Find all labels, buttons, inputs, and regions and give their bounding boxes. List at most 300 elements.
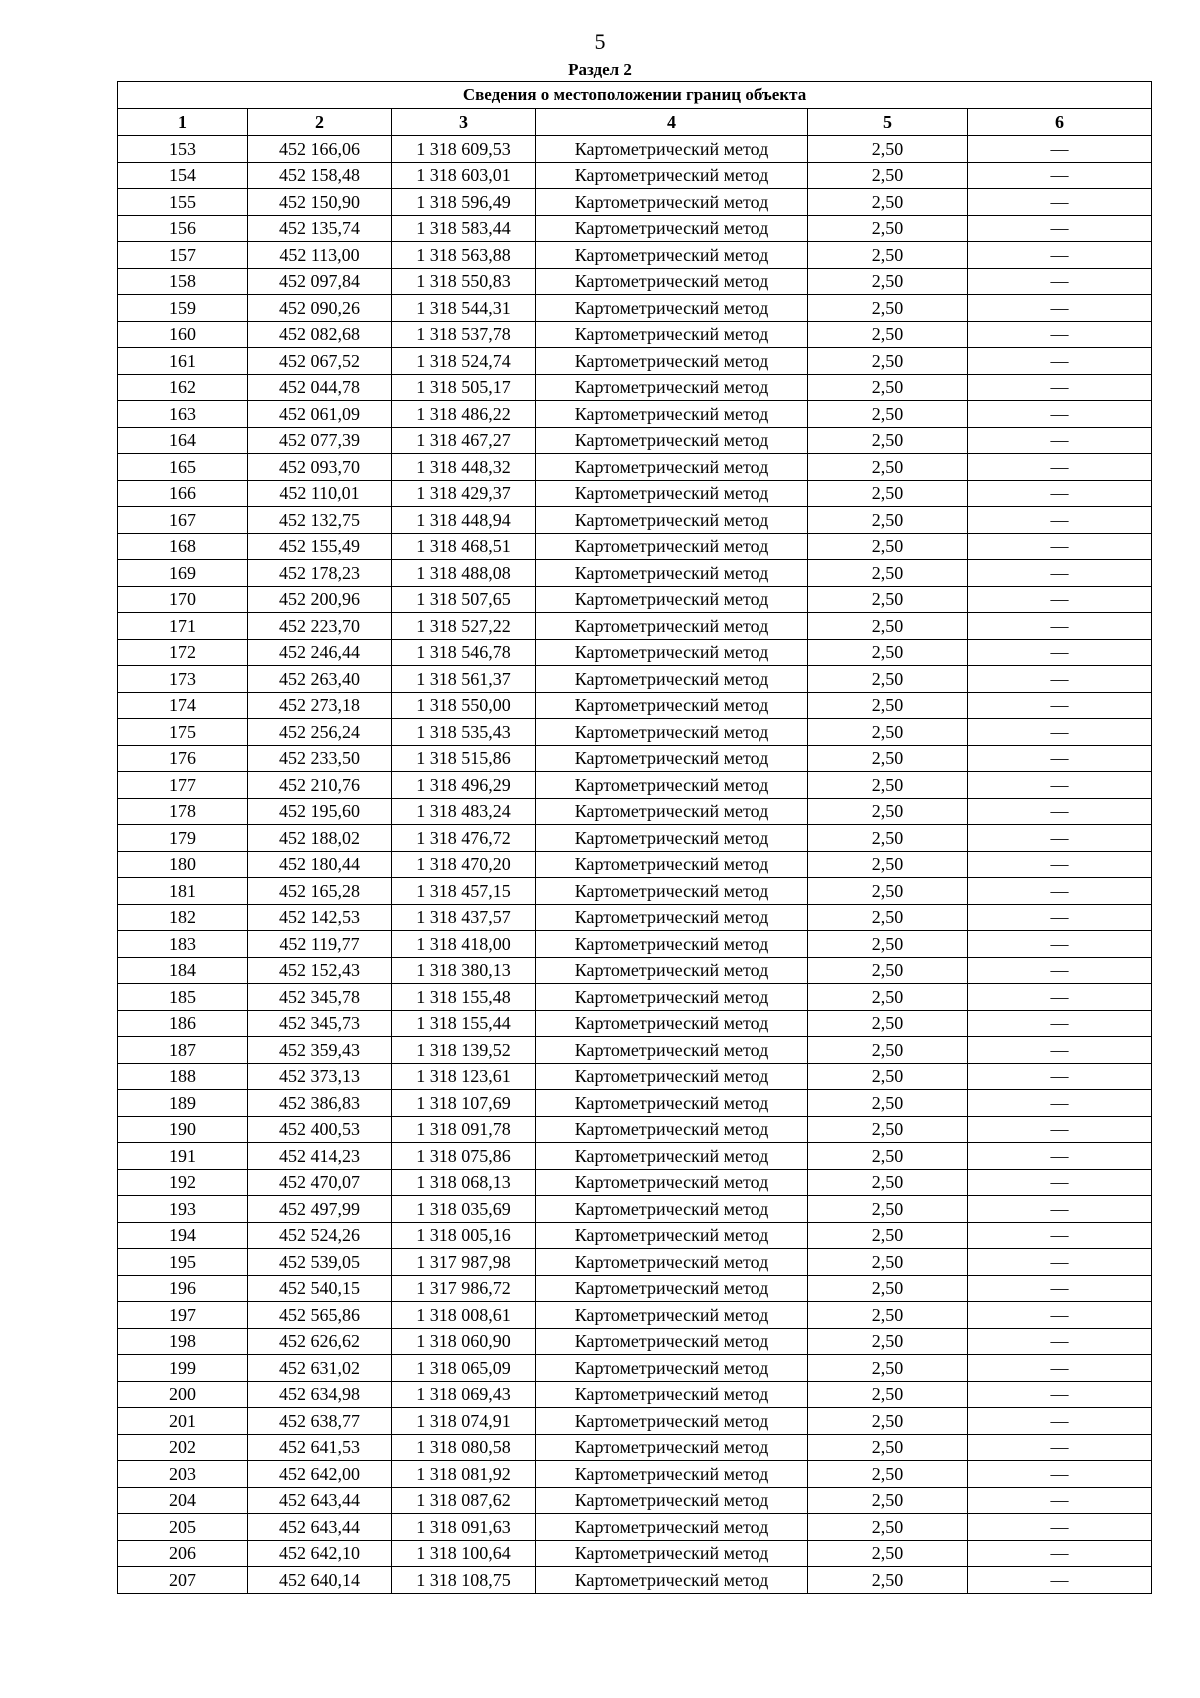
table-row — [118, 1328, 1152, 1355]
y-coordinate-cell: 1 318 448,32 — [392, 454, 536, 481]
accuracy-cell: 2,50 — [808, 878, 968, 905]
accuracy-cell: 2,50 — [808, 719, 968, 746]
description-cell: — — [968, 1222, 1152, 1249]
table-row — [118, 1275, 1152, 1302]
table-row — [118, 480, 1152, 507]
point-number-cell: 198 — [118, 1328, 248, 1355]
x-coordinate-cell: 452 373,13 — [248, 1063, 392, 1090]
y-coordinate-cell: 1 318 468,51 — [392, 533, 536, 560]
x-coordinate-cell: 452 195,60 — [248, 798, 392, 825]
x-coordinate-cell: 452 223,70 — [248, 613, 392, 640]
method-cell: Картометрический метод — [536, 1063, 808, 1090]
y-coordinate-cell: 1 318 081,92 — [392, 1461, 536, 1488]
point-number-cell: 174 — [118, 692, 248, 719]
y-coordinate-cell: 1 318 091,63 — [392, 1514, 536, 1541]
point-number-cell: 157 — [118, 242, 248, 269]
y-coordinate-cell: 1 318 505,17 — [392, 374, 536, 401]
y-coordinate-cell: 1 318 609,53 — [392, 136, 536, 163]
description-cell: — — [968, 189, 1152, 216]
point-number-cell: 178 — [118, 798, 248, 825]
accuracy-cell: 2,50 — [808, 1381, 968, 1408]
table-row — [118, 1434, 1152, 1461]
table-row — [118, 1540, 1152, 1567]
y-coordinate-cell: 1 318 524,74 — [392, 348, 536, 375]
accuracy-cell: 2,50 — [808, 480, 968, 507]
table-row — [118, 613, 1152, 640]
x-coordinate-cell: 452 158,48 — [248, 162, 392, 189]
x-coordinate-cell: 452 345,73 — [248, 1010, 392, 1037]
method-cell: Картометрический метод — [536, 480, 808, 507]
accuracy-cell: 2,50 — [808, 984, 968, 1011]
x-coordinate-cell: 452 273,18 — [248, 692, 392, 719]
table-row — [118, 1514, 1152, 1541]
description-cell: — — [968, 639, 1152, 666]
y-coordinate-cell: 1 318 418,00 — [392, 931, 536, 958]
method-cell: Картометрический метод — [536, 1328, 808, 1355]
accuracy-cell: 2,50 — [808, 162, 968, 189]
table-row — [118, 533, 1152, 560]
x-coordinate-cell: 452 150,90 — [248, 189, 392, 216]
table-row — [118, 904, 1152, 931]
table-row — [118, 1408, 1152, 1435]
accuracy-cell: 2,50 — [808, 533, 968, 560]
accuracy-cell: 2,50 — [808, 1010, 968, 1037]
point-number-cell: 175 — [118, 719, 248, 746]
accuracy-cell: 2,50 — [808, 666, 968, 693]
x-coordinate-cell: 452 642,00 — [248, 1461, 392, 1488]
y-coordinate-cell: 1 318 080,58 — [392, 1434, 536, 1461]
x-coordinate-cell: 452 400,53 — [248, 1116, 392, 1143]
table-row — [118, 1461, 1152, 1488]
x-coordinate-cell: 452 067,52 — [248, 348, 392, 375]
method-cell: Картометрический метод — [536, 1434, 808, 1461]
accuracy-cell: 2,50 — [808, 613, 968, 640]
table-row — [118, 851, 1152, 878]
table-row — [118, 427, 1152, 454]
y-coordinate-cell: 1 318 429,37 — [392, 480, 536, 507]
y-coordinate-cell: 1 318 583,44 — [392, 215, 536, 242]
description-cell: — — [968, 1540, 1152, 1567]
y-coordinate-cell: 1 318 437,57 — [392, 904, 536, 931]
accuracy-cell: 2,50 — [808, 268, 968, 295]
table-row — [118, 401, 1152, 428]
description-cell: — — [968, 1514, 1152, 1541]
method-cell: Картометрический метод — [536, 427, 808, 454]
description-cell: — — [968, 825, 1152, 852]
x-coordinate-cell: 452 077,39 — [248, 427, 392, 454]
description-cell: — — [968, 560, 1152, 587]
description-cell: — — [968, 745, 1152, 772]
description-cell: — — [968, 1010, 1152, 1037]
x-coordinate-cell: 452 132,75 — [248, 507, 392, 534]
y-coordinate-cell: 1 318 596,49 — [392, 189, 536, 216]
method-cell: Картометрический метод — [536, 798, 808, 825]
y-coordinate-cell: 1 318 496,29 — [392, 772, 536, 799]
method-cell: Картометрический метод — [536, 1408, 808, 1435]
x-coordinate-cell: 452 643,44 — [248, 1514, 392, 1541]
y-coordinate-cell: 1 318 448,94 — [392, 507, 536, 534]
x-coordinate-cell: 452 200,96 — [248, 586, 392, 613]
y-coordinate-cell: 1 318 035,69 — [392, 1196, 536, 1223]
accuracy-cell: 2,50 — [808, 745, 968, 772]
y-coordinate-cell: 1 318 563,88 — [392, 242, 536, 269]
table-row — [118, 1196, 1152, 1223]
y-coordinate-cell: 1 318 005,16 — [392, 1222, 536, 1249]
point-number-cell: 204 — [118, 1487, 248, 1514]
column-header-2: 2 — [248, 109, 392, 136]
table-row — [118, 745, 1152, 772]
point-number-cell: 163 — [118, 401, 248, 428]
point-number-cell: 154 — [118, 162, 248, 189]
table-row — [118, 931, 1152, 958]
accuracy-cell: 2,50 — [808, 1328, 968, 1355]
accuracy-cell: 2,50 — [808, 1116, 968, 1143]
description-cell: — — [968, 931, 1152, 958]
y-coordinate-cell: 1 318 603,01 — [392, 162, 536, 189]
y-coordinate-cell: 1 318 065,09 — [392, 1355, 536, 1382]
point-number-cell: 182 — [118, 904, 248, 931]
x-coordinate-cell: 452 110,01 — [248, 480, 392, 507]
point-number-cell: 167 — [118, 507, 248, 534]
x-coordinate-cell: 452 082,68 — [248, 321, 392, 348]
point-number-cell: 181 — [118, 878, 248, 905]
point-number-cell: 165 — [118, 454, 248, 481]
y-coordinate-cell: 1 318 123,61 — [392, 1063, 536, 1090]
point-number-cell: 159 — [118, 295, 248, 322]
method-cell: Картометрический метод — [536, 984, 808, 1011]
x-coordinate-cell: 452 135,74 — [248, 215, 392, 242]
accuracy-cell: 2,50 — [808, 1461, 968, 1488]
point-number-cell: 180 — [118, 851, 248, 878]
y-coordinate-cell: 1 318 075,86 — [392, 1143, 536, 1170]
method-cell: Картометрический метод — [536, 639, 808, 666]
y-coordinate-cell: 1 318 155,48 — [392, 984, 536, 1011]
accuracy-cell: 2,50 — [808, 1434, 968, 1461]
method-cell: Картометрический метод — [536, 215, 808, 242]
description-cell: — — [968, 427, 1152, 454]
x-coordinate-cell: 452 640,14 — [248, 1567, 392, 1594]
x-coordinate-cell: 452 155,49 — [248, 533, 392, 560]
table-row — [118, 1355, 1152, 1382]
accuracy-cell: 2,50 — [808, 1567, 968, 1594]
method-cell: Картометрический метод — [536, 851, 808, 878]
x-coordinate-cell: 452 246,44 — [248, 639, 392, 666]
method-cell: Картометрический метод — [536, 692, 808, 719]
accuracy-cell: 2,50 — [808, 639, 968, 666]
y-coordinate-cell: 1 318 091,78 — [392, 1116, 536, 1143]
y-coordinate-cell: 1 317 986,72 — [392, 1275, 536, 1302]
y-coordinate-cell: 1 318 486,22 — [392, 401, 536, 428]
boundary-coordinates-table — [117, 81, 1152, 1594]
method-cell: Картометрический метод — [536, 666, 808, 693]
table-row — [118, 374, 1152, 401]
column-header-5: 5 — [808, 109, 968, 136]
y-coordinate-cell: 1 318 139,52 — [392, 1037, 536, 1064]
x-coordinate-cell: 452 210,76 — [248, 772, 392, 799]
y-coordinate-cell: 1 318 467,27 — [392, 427, 536, 454]
accuracy-cell: 2,50 — [808, 798, 968, 825]
method-cell: Картометрический метод — [536, 1037, 808, 1064]
x-coordinate-cell: 452 090,26 — [248, 295, 392, 322]
table-row — [118, 1487, 1152, 1514]
table-row — [118, 798, 1152, 825]
table-row — [118, 1143, 1152, 1170]
method-cell: Картометрический метод — [536, 1355, 808, 1382]
y-coordinate-cell: 1 318 068,13 — [392, 1169, 536, 1196]
point-number-cell: 187 — [118, 1037, 248, 1064]
x-coordinate-cell: 452 165,28 — [248, 878, 392, 905]
accuracy-cell: 2,50 — [808, 957, 968, 984]
table-row — [118, 1010, 1152, 1037]
x-coordinate-cell: 452 233,50 — [248, 745, 392, 772]
method-cell: Картометрический метод — [536, 1090, 808, 1117]
description-cell: — — [968, 401, 1152, 428]
point-number-cell: 156 — [118, 215, 248, 242]
method-cell: Картометрический метод — [536, 957, 808, 984]
description-cell: — — [968, 1063, 1152, 1090]
point-number-cell: 177 — [118, 772, 248, 799]
description-cell: — — [968, 1567, 1152, 1594]
x-coordinate-cell: 452 386,83 — [248, 1090, 392, 1117]
point-number-cell: 173 — [118, 666, 248, 693]
column-header-4: 4 — [536, 109, 808, 136]
table-row — [118, 215, 1152, 242]
method-cell: Картометрический метод — [536, 454, 808, 481]
x-coordinate-cell: 452 540,15 — [248, 1275, 392, 1302]
accuracy-cell: 2,50 — [808, 189, 968, 216]
description-cell: — — [968, 586, 1152, 613]
point-number-cell: 176 — [118, 745, 248, 772]
description-cell: — — [968, 1434, 1152, 1461]
point-number-cell: 170 — [118, 586, 248, 613]
point-number-cell: 164 — [118, 427, 248, 454]
accuracy-cell: 2,50 — [808, 1037, 968, 1064]
point-number-cell: 202 — [118, 1434, 248, 1461]
description-cell: — — [968, 1408, 1152, 1435]
accuracy-cell: 2,50 — [808, 772, 968, 799]
table-row — [118, 825, 1152, 852]
description-cell: — — [968, 798, 1152, 825]
point-number-cell: 191 — [118, 1143, 248, 1170]
description-cell: — — [968, 1381, 1152, 1408]
y-coordinate-cell: 1 318 535,43 — [392, 719, 536, 746]
description-cell: — — [968, 1461, 1152, 1488]
table-row — [118, 507, 1152, 534]
method-cell: Картометрический метод — [536, 878, 808, 905]
x-coordinate-cell: 452 638,77 — [248, 1408, 392, 1435]
point-number-cell: 179 — [118, 825, 248, 852]
point-number-cell: 186 — [118, 1010, 248, 1037]
description-cell: — — [968, 692, 1152, 719]
y-coordinate-cell: 1 318 069,43 — [392, 1381, 536, 1408]
y-coordinate-cell: 1 318 546,78 — [392, 639, 536, 666]
description-cell: — — [968, 454, 1152, 481]
table-row — [118, 268, 1152, 295]
accuracy-cell: 2,50 — [808, 507, 968, 534]
accuracy-cell: 2,50 — [808, 851, 968, 878]
x-coordinate-cell: 452 178,23 — [248, 560, 392, 587]
accuracy-cell: 2,50 — [808, 321, 968, 348]
point-number-cell: 201 — [118, 1408, 248, 1435]
table-row — [118, 586, 1152, 613]
description-cell: — — [968, 374, 1152, 401]
point-number-cell: 206 — [118, 1540, 248, 1567]
table-row — [118, 1090, 1152, 1117]
method-cell: Картометрический метод — [536, 189, 808, 216]
description-cell: — — [968, 162, 1152, 189]
accuracy-cell: 2,50 — [808, 215, 968, 242]
accuracy-cell: 2,50 — [808, 1196, 968, 1223]
table-row — [118, 162, 1152, 189]
accuracy-cell: 2,50 — [808, 1090, 968, 1117]
y-coordinate-cell: 1 318 561,37 — [392, 666, 536, 693]
x-coordinate-cell: 452 180,44 — [248, 851, 392, 878]
column-header-6: 6 — [968, 109, 1152, 136]
method-cell: Картометрический метод — [536, 1567, 808, 1594]
description-cell: — — [968, 1328, 1152, 1355]
table-row — [118, 321, 1152, 348]
accuracy-cell: 2,50 — [808, 1275, 968, 1302]
point-number-cell: 197 — [118, 1302, 248, 1329]
method-cell: Картометрический метод — [536, 1196, 808, 1223]
accuracy-cell: 2,50 — [808, 560, 968, 587]
accuracy-cell: 2,50 — [808, 136, 968, 163]
description-cell: — — [968, 719, 1152, 746]
accuracy-cell: 2,50 — [808, 374, 968, 401]
description-cell: — — [968, 1090, 1152, 1117]
table-row — [118, 560, 1152, 587]
method-cell: Картометрический метод — [536, 401, 808, 428]
y-coordinate-cell: 1 318 507,65 — [392, 586, 536, 613]
point-number-cell: 188 — [118, 1063, 248, 1090]
method-cell: Картометрический метод — [536, 560, 808, 587]
x-coordinate-cell: 452 119,77 — [248, 931, 392, 958]
description-cell: — — [968, 1355, 1152, 1382]
description-cell: — — [968, 1116, 1152, 1143]
y-coordinate-cell: 1 318 483,24 — [392, 798, 536, 825]
section-title: Раздел 2 — [568, 60, 632, 79]
description-cell: — — [968, 533, 1152, 560]
x-coordinate-cell: 452 044,78 — [248, 374, 392, 401]
x-coordinate-cell: 452 152,43 — [248, 957, 392, 984]
point-number-cell: 194 — [118, 1222, 248, 1249]
description-cell: — — [968, 321, 1152, 348]
description-cell: — — [968, 507, 1152, 534]
method-cell: Картометрический метод — [536, 1169, 808, 1196]
y-coordinate-cell: 1 317 987,98 — [392, 1249, 536, 1276]
method-cell: Картометрический метод — [536, 1487, 808, 1514]
x-coordinate-cell: 452 256,24 — [248, 719, 392, 746]
accuracy-cell: 2,50 — [808, 1222, 968, 1249]
table-row — [118, 1249, 1152, 1276]
table-row — [118, 348, 1152, 375]
x-coordinate-cell: 452 626,62 — [248, 1328, 392, 1355]
point-number-cell: 162 — [118, 374, 248, 401]
point-number-cell: 193 — [118, 1196, 248, 1223]
method-cell: Картометрический метод — [536, 1116, 808, 1143]
table-row — [118, 1037, 1152, 1064]
description-cell: — — [968, 136, 1152, 163]
point-number-cell: 183 — [118, 931, 248, 958]
y-coordinate-cell: 1 318 155,44 — [392, 1010, 536, 1037]
table-row — [118, 295, 1152, 322]
table-row — [118, 454, 1152, 481]
method-cell: Картометрический метод — [536, 1514, 808, 1541]
table-row — [118, 639, 1152, 666]
point-number-cell: 200 — [118, 1381, 248, 1408]
accuracy-cell: 2,50 — [808, 1143, 968, 1170]
table-row — [118, 772, 1152, 799]
x-coordinate-cell: 452 414,23 — [248, 1143, 392, 1170]
description-cell: — — [968, 1196, 1152, 1223]
description-cell: — — [968, 348, 1152, 375]
column-header-3: 3 — [392, 109, 536, 136]
y-coordinate-cell: 1 318 100,64 — [392, 1540, 536, 1567]
point-number-cell: 185 — [118, 984, 248, 1011]
x-coordinate-cell: 452 345,78 — [248, 984, 392, 1011]
description-cell: — — [968, 1275, 1152, 1302]
x-coordinate-cell: 452 113,00 — [248, 242, 392, 269]
point-number-cell: 203 — [118, 1461, 248, 1488]
x-coordinate-cell: 452 093,70 — [248, 454, 392, 481]
x-coordinate-cell: 452 188,02 — [248, 825, 392, 852]
y-coordinate-cell: 1 318 527,22 — [392, 613, 536, 640]
y-coordinate-cell: 1 318 550,83 — [392, 268, 536, 295]
point-number-cell: 171 — [118, 613, 248, 640]
x-coordinate-cell: 452 359,43 — [248, 1037, 392, 1064]
point-number-cell: 166 — [118, 480, 248, 507]
method-cell: Картометрический метод — [536, 136, 808, 163]
y-coordinate-cell: 1 318 550,00 — [392, 692, 536, 719]
method-cell: Картометрический метод — [536, 507, 808, 534]
accuracy-cell: 2,50 — [808, 401, 968, 428]
method-cell: Картометрический метод — [536, 1222, 808, 1249]
description-cell: — — [968, 1143, 1152, 1170]
method-cell: Картометрический метод — [536, 1302, 808, 1329]
table-caption-row — [118, 82, 1152, 109]
accuracy-cell: 2,50 — [808, 1063, 968, 1090]
x-coordinate-cell: 452 631,02 — [248, 1355, 392, 1382]
table-row — [118, 692, 1152, 719]
description-cell: — — [968, 666, 1152, 693]
y-coordinate-cell: 1 318 008,61 — [392, 1302, 536, 1329]
description-cell: — — [968, 268, 1152, 295]
table-row — [118, 1063, 1152, 1090]
method-cell: Картометрический метод — [536, 268, 808, 295]
y-coordinate-cell: 1 318 515,86 — [392, 745, 536, 772]
x-coordinate-cell: 452 061,09 — [248, 401, 392, 428]
description-cell: — — [968, 904, 1152, 931]
description-cell: — — [968, 851, 1152, 878]
y-coordinate-cell: 1 318 488,08 — [392, 560, 536, 587]
method-cell: Картометрический метод — [536, 613, 808, 640]
method-cell: Картометрический метод — [536, 904, 808, 931]
method-cell: Картометрический метод — [536, 1381, 808, 1408]
accuracy-cell: 2,50 — [808, 825, 968, 852]
column-header-1: 1 — [118, 109, 248, 136]
x-coordinate-cell: 452 642,10 — [248, 1540, 392, 1567]
point-number-cell: 184 — [118, 957, 248, 984]
point-number-cell: 190 — [118, 1116, 248, 1143]
table-row — [118, 878, 1152, 905]
method-cell: Картометрический метод — [536, 719, 808, 746]
accuracy-cell: 2,50 — [808, 931, 968, 958]
method-cell: Картометрический метод — [536, 533, 808, 560]
x-coordinate-cell: 452 497,99 — [248, 1196, 392, 1223]
method-cell: Картометрический метод — [536, 242, 808, 269]
table-row — [118, 666, 1152, 693]
description-cell: — — [968, 878, 1152, 905]
